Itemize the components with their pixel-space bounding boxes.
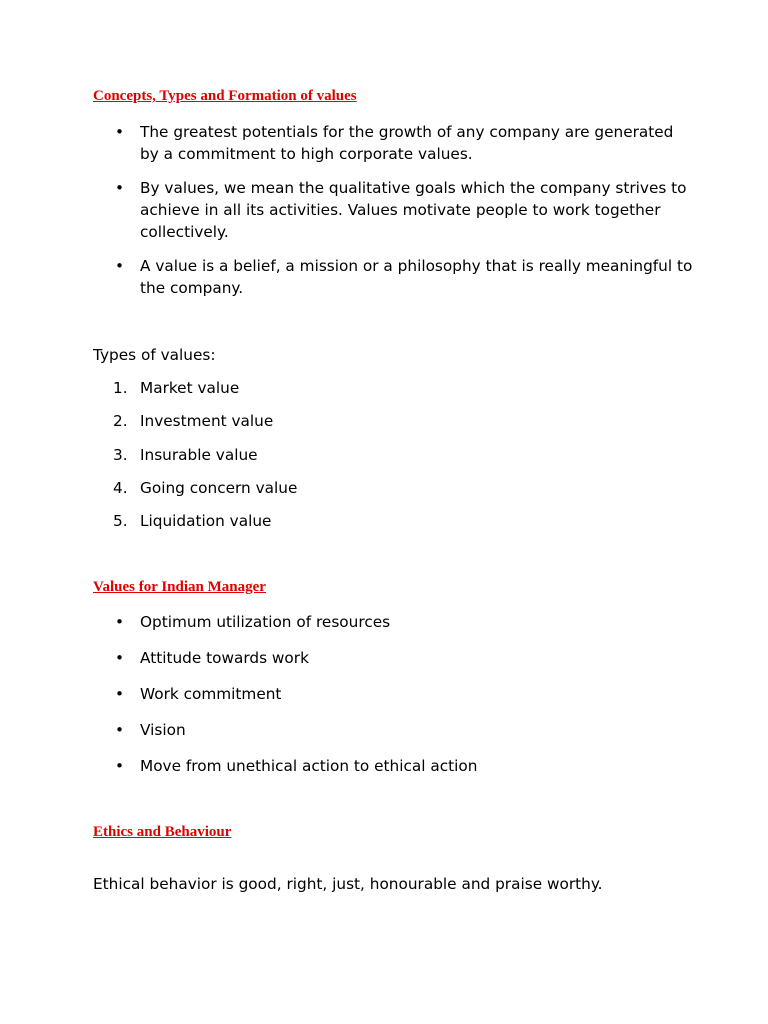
bullet-icon: • [115,721,125,739]
indian-manager-bullet-list [93,611,693,777]
list-item-text: Attitude towards work [140,649,309,667]
list-item [93,755,693,777]
list-item-text: Investment value [140,412,274,431]
list-item-text: Going concern value [140,478,298,497]
list-item [93,121,693,165]
list-item-text: Vision [140,721,186,739]
list-item [93,377,693,399]
list-item [93,719,693,741]
types-intro: Types of values: [93,346,216,364]
list-number: 5. [113,512,128,531]
list-item [93,477,693,499]
list-item [93,177,693,243]
concepts-heading: Concepts, Types and Formation of values [93,88,357,104]
list-item-text: A value is a belief, a mission or a philosophy that is really meaningful to the company. [140,257,693,297]
ethics-heading: Ethics and Behaviour [93,824,232,840]
types-numbered-list [93,377,693,532]
list-item-text: Liquidation value [140,512,272,531]
list-item [93,611,693,633]
bullet-icon: • [115,257,125,275]
list-number: 2. [113,412,128,431]
bullet-icon: • [115,123,125,141]
list-item [93,444,693,466]
bullet-icon: • [115,685,125,703]
list-item [93,255,693,299]
list-item [93,510,693,532]
list-item-text: Optimum utilization of resources [140,613,391,631]
list-item-text: By values, we mean the qualitative goals which the company strives to achieve in all its activities. Values motivate people to work together collectively. [140,179,687,241]
list-item-text: Work commitment [140,685,282,703]
list-number: 1. [113,379,128,397]
indian-manager-heading: Values for Indian Manager [93,579,266,595]
list-item [93,683,693,705]
list-item-text: The greatest potentials for the growth of any company are generated by a commitment to high corporate values. [140,123,674,163]
list-item-text: Move from unethical action to ethical action [140,757,478,775]
bullet-icon: • [115,179,125,197]
list-item [93,410,693,432]
list-number: 3. [113,445,128,464]
concepts-bullet-list [93,121,693,299]
list-item [93,647,693,669]
list-number: 4. [113,478,128,497]
list-item-text: Insurable value [140,445,258,464]
bullet-icon: • [115,757,125,775]
bullet-icon: • [115,613,125,631]
bullet-icon: • [115,649,125,667]
ethics-paragraph: Ethical behavior is good, right, just, honourable and praise worthy. [93,875,603,893]
list-item-text: Market value [140,379,240,397]
